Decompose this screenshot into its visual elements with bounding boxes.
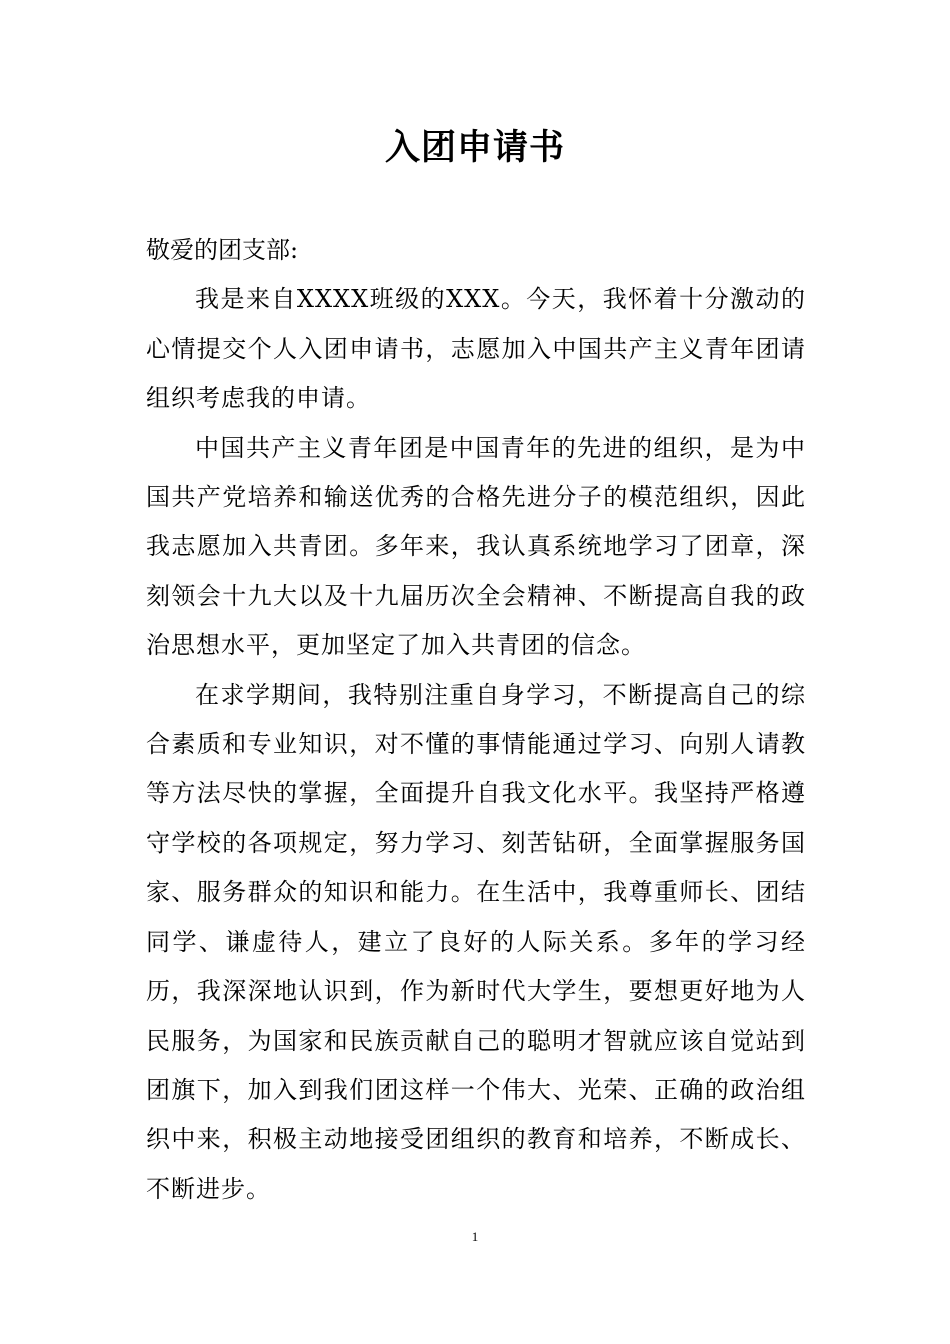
document-title: 入团申请书 (384, 127, 565, 168)
document-body (146, 226, 806, 1214)
page-number: 1 (471, 1229, 479, 1244)
paragraph-3: 在求学期间，我特别注重自身学习，不断提高自己的综合素质和专业知识，对不懂的事情能通过学习、向别人请教等方法尽快的掌握，全面提升自我文化水平。我坚持严格遵守学校的各项规定，努力学习、刻苦钻研，全面掌握服务国家、服务群众的知识和能力。在生活中，我尊重师长、团结同学、谦虚待人，建立了良好的人际关系。多年的学习经历，我深深地认识到，作为新时代大学生，要想更好地为人民服务，为国家和民族贡献自己的聪明才智就应该自觉站到团旗下，加入到我们团这样一个伟大、光荣、正确的政治组织中来，积极主动地接受团组织的教育和培养，不断成长、不断进步。 (146, 680, 806, 1203)
salutation: 敬爱的团支部: (146, 236, 299, 264)
paragraph-2: 中国共产主义青年团是中国青年的先进的组织，是为中国共产党培养和输送优秀的合格先进分子的模范组织，因此我志愿加入共青团。多年来，我认真系统地学习了团章，深刻领会十九大以及十九届历次全会精神、不断提高自我的政治思想水平，更加坚定了加入共青团的信念。 (146, 433, 806, 660)
paragraph-1: 我是来自XXXX班级的XXX。今天，我怀着十分激动的心情提交个人入团申请书，志愿加入中国共产主义青年团请组织考虑我的申请。 (146, 285, 806, 413)
